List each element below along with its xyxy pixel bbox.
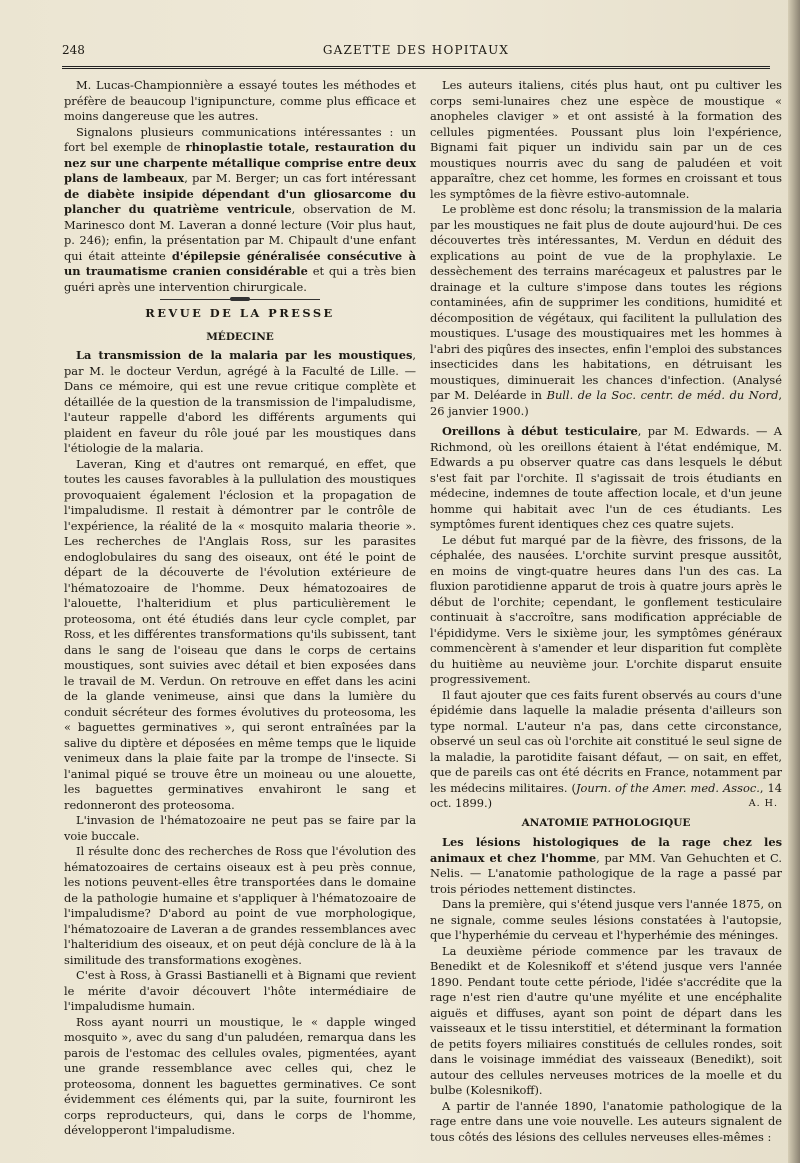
article-title: Oreillons à début testiculaire [442, 424, 638, 438]
section-separator [160, 299, 320, 300]
subsection-title: ANATOMIE PATHOLOGIQUE [521, 816, 691, 829]
article-paragraph: Oreillons à début testiculaire, par M. Edwards. — A Richmond, où les oreillons étaient à l'état endémique, M. Edwards a pu observer quatre cas dans lesquels le début s'est fait par l'orchite. Il s'agissait de trois étudiants en médecine, indemnes de toute affection locale, et d'un jeune homme qui habitait avec l'un de ces étudiants. Les symptômes furent identiques chez ces quatre sujets. [430, 424, 782, 531]
paragraph: Signalons plusieurs communications intéressantes : un fort bel exemple de rhinoplastie totale, restauration du nez sur une charpente métallique comprise entre deux plans de lambeaux, par M. Berger; un cas fort intéressant de diabète insipide dépendant d'un gliosarcome du plancher du quatrième ventricule, observation de M. Marinesco dont M. Laveran a donné lecture (Voir plus haut, p. 246); enfin, la présentation par M. Chipault d'une enfant qui était atteinte d'épilepsie généralisée consécutive à un traumatisme cranien considérable et qui a très bien guéri après une intervention chirurgicale. [64, 124, 417, 294]
paragraph: Les auteurs italiens, cités plus haut, ont pu cultiver les corps semi-lunaires chez une espèce de moustique « anopheles claviger » et ont assisté à la formation des cellules pigmentées. Poussant plus loin l'expérience, Bignami fait piquer un individu sain par un de ces moustiques nourris avec du sang de paludéen et voit apparaître, chez cet homme, les formes en croissant et tous les symptômes de la fièvre estivo-automnale. [430, 78, 782, 201]
journal-title: GAZETTE DES HOPITAUX [322, 43, 510, 57]
paragraph: C'est à Ross, à Grassi Bastianelli et à Bignami que revient le mérite d'avoir découvert l'hôte intermédiaire de l'impaludisme humain. [64, 968, 416, 1013]
paragraph: La deuxième période commence par les travaux de Benedikt et de Kolesnikoff et s'étend jusque vers l'année 1890. Pendant toute cette période, l'idée s'accrédite que la rage n'est rien d'autre qu'une myélite et une encéphalite aiguës et diffuses, ayant son point de départ dans les vaisseaux et le tissu interstitiel, et déterminant la formation de petits foyers miliaires constitués de cellules rondes, soit dans le voisinage immédiat des vaisseaux (Benedikt), soit autour des cellules nerveuses motrices de la moelle et du bulbe (Kolesnikoff). [430, 943, 782, 1097]
paragraph: L'invasion de l'hématozoaire ne peut pas se faire par la voie buccale. [64, 813, 416, 843]
subsection-title: MÉDECINE [206, 330, 274, 343]
paragraph: Le problème est donc résolu; la transmission de la malaria par les moustiques ne fait plus de doute aujourd'hui. De ces découvertes très intéressantes, M. Verdun en déduit des explications au point de vue de la prophylaxie. Le dessèchement des terrains marécageux et palustres par le drainage et la culture s'impose dans toutes les régions contaminées, afin de supprimer les conditions, humidité et décomposition de végétaux, qui facilitent la pullulation des moustiques. L'usage des moustiquaires met les hommes à l'abri des piqûres des insectes, enfin l'emploi des substances insecticides dans les habitations, en détruisant les moustiques, diminuerait les chances d'infection. (Analysé par M. Deléarde in Bull. de la Soc. centr. de méd. du Nord, 26 janvier 1900.) [430, 202, 782, 418]
section-title: REVUE DE LA PRESSE [145, 306, 335, 320]
article-paragraph: Les lésions histologiques de la rage chez les animaux et chez l'homme, par MM. Van Gehuchten et C. Nelis. — L'anatomie pathologique de la rage a passé par trois périodes nettement distinctes. [430, 835, 782, 896]
paragraph: Ross ayant nourri un moustique, le « dapple winged mosquito », avec du sang d'un paludéen, remarqua dans les parois de l'estomac des cellules ovales, pigmentées, ayant une grande ressemblance avec celles qui, chez le proteosoma, donnent les baguettes germinatives. Ce sont évidemment ces éléments qui, par la suite, fourniront les corps reproducteurs, qui, dans le corps de l'homme, développeront l'impaludisme. [64, 1014, 416, 1137]
article-paragraph: La transmission de la malaria par les moustiques, par M. le docteur Verdun, agrégé à la Faculté de Lille. — Dans ce mémoire, qui est une revue critique complète et détaillée de la question de la transmission de l'impaludisme, l'auteur rappelle d'abord les différents arguments qui plaident en faveur du rôle joué par les moustiques dans l'étiologie de la malaria. [64, 348, 416, 455]
book-spine-shadow [788, 0, 800, 1163]
right-column [430, 78, 782, 1145]
article-title: La transmission de la malaria par les moustiques [76, 348, 413, 362]
paragraph: Le début fut marqué par de la fièvre, des frissons, de la céphalée, des nausées. L'orchite survint presque aussitôt, en moins de vingt-quatre heures dans l'un des cas. La fluxion parotidienne apparut de trois à quatre jours après le début de l'orchite; cependant, le gonflement testiculaire continuait à s'accroître, sans modification appréciable de l'épididyme. Vers le sixième jour, les symptômes généraux commencèrent à s'amender et leur disparition fut complète du huitième au neuvième jour. L'orchite disparut ensuite progressivement. [430, 532, 782, 686]
article-title: Les lésions histologiques de la rage chez les animaux et chez l'homme [430, 835, 782, 865]
header-double-rule [62, 66, 770, 69]
paragraph: M. Lucas-Championnière a essayé toutes les méthodes et préfère de beaucoup l'ignipuncture, comme plus efficace et moins dangereuse que les autres. [64, 78, 416, 123]
author-signature: A. H. [748, 798, 778, 809]
paragraph: Il résulte donc des recherches de Ross que l'évolution des hématozoaires de certains oiseaux est à peu près connue, les notions peuvent-elles être transportées dans le domaine de la pathologie humaine et s'appliquer à l'hématozoaire de l'impaludisme? D'abord au point de vue morphologique, l'hématozoaire de Laveran a de grandes ressemblances avec l'halteridium des oiseaux, et on peut déjà conclure de là à la similitude des transformations exogènes. [64, 844, 416, 967]
page-number: 248 [62, 43, 85, 57]
paragraph: Il faut ajouter que ces faits furent observés au cours d'une épidémie dans laquelle la maladie présenta d'ailleurs son type normal. L'auteur n'a pas, dans cette circonstance, observé un seul cas où l'orchite ait constitué le seul signe de la maladie, la parotidite faisant défaut, — on sait, en effet, que de pareils cas ont été décrits en France, notamment par les médecins militaires. (Journ. of the Amer. med. Assoc., 14 oct. 1899.) A. H. [430, 687, 782, 810]
paragraph: Laveran, King et d'autres ont remarqué, en effet, que toutes les causes favorables à la pullulation des moustiques provoquaient également l'éclosion et la propagation de l'impaludisme. Il restait à démontrer par le contrôle de l'expérience, la réalité de la « mosquito malaria theorie ». Les recherches de l'Anglais Ross, sur les parasites endoglobulaires du sang des oiseaux, ont été le point de départ de la découverte de l'évolution extérieure de l'hématozoaire de l'homme. Deux hématozoaires de l'alouette, l'halteridium et plus particulièrement le proteosoma, ont été étudiés dans leur cycle complet, par Ross, et les différentes transformations qu'ils subissent, tant dans le sang de l'oiseau que dans le corps de certains moustiques, sont suivies avec détail et bien exposées dans le travail de M. Verdun. On retrouve en effet dans les acini de la glande venimeuse, ainsi que dans la lumière du conduit sécréteur des formes évolutives du proteosoma, les « baguettes germinatives », qui seront entraînées par la salive du diptère et déposées en même temps que le liquide venimeux dans la plaie faite par la trompe de l'insecte. Si l'animal piqué se trouve être un moineau ou une alouette, les baguettes germinatives envahiront le sang et redonneront des proteosoma. [64, 456, 416, 812]
paragraph: Dans la première, qui s'étend jusque vers l'année 1875, on ne signale, comme seules lésions constatées à l'autopsie, que l'hyperhémie du cerveau et l'hyperhémie des méninges. [430, 897, 782, 942]
page-header [62, 40, 770, 60]
left-column [64, 78, 416, 1139]
paragraph: A partir de l'année 1890, l'anatomie pathologique de la rage entre dans une voie nouvelle. Les auteurs signalent de tous côtés des lésions des cellules nerveuses elles-mêmes : [430, 1098, 782, 1144]
